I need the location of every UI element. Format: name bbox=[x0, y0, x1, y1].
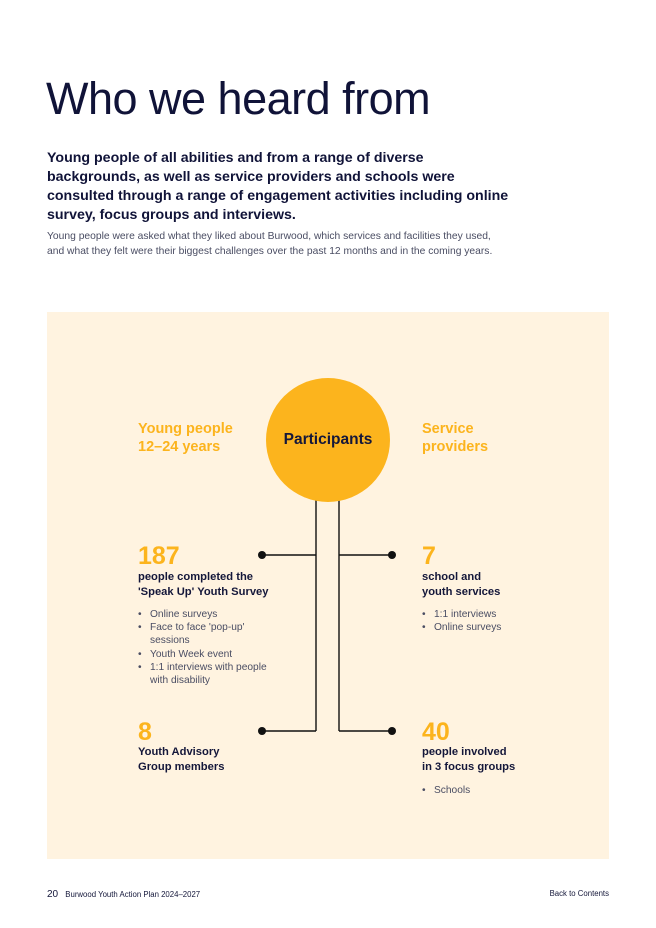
young-people-heading bbox=[138, 420, 233, 456]
dot-focus bbox=[388, 727, 396, 735]
focus-description bbox=[422, 745, 515, 774]
footer-left bbox=[47, 889, 200, 900]
list-item: • Face to face 'pop-up' sessions bbox=[138, 621, 268, 647]
dot-schools bbox=[388, 551, 396, 559]
survey-count: 187 bbox=[138, 542, 180, 570]
back-to-contents-link[interactable]: Back to Contents bbox=[549, 889, 609, 898]
list-item: • Schools bbox=[422, 784, 572, 797]
young-people-heading-line1: Young people bbox=[138, 421, 233, 437]
focus-bullets bbox=[422, 784, 572, 797]
list-item: • Youth Week event bbox=[138, 648, 268, 661]
focus-count: 40 bbox=[422, 718, 450, 746]
list-item: • Online surveys bbox=[422, 621, 572, 634]
dot-advisory bbox=[258, 727, 266, 735]
list-item: • 1:1 interviews bbox=[422, 608, 572, 621]
survey-description bbox=[138, 570, 269, 599]
dot-survey bbox=[258, 551, 266, 559]
page-title: Who we heard from bbox=[46, 73, 431, 124]
advisory-desc-line1: Youth Advisory bbox=[138, 746, 220, 758]
advisory-desc-line2: Group members bbox=[138, 760, 225, 773]
lead-paragraph: Young people of all abilities and from a range of diverse backgrounds, as well as service providers and schools were consulted through a range of engagement activities including online survey, focus groups and interviews. bbox=[47, 150, 509, 223]
focus-desc-line2: in 3 focus groups bbox=[422, 760, 516, 773]
survey-desc-line1: people completed the bbox=[138, 571, 253, 583]
page-number: 20 bbox=[47, 889, 59, 900]
young-people-heading-line2: 12–24 years bbox=[138, 439, 221, 455]
focus-desc-line1: people involved bbox=[422, 746, 507, 758]
service-providers-heading bbox=[422, 420, 488, 456]
survey-bullets bbox=[138, 608, 268, 687]
list-item: • 1:1 interviews with people with disability bbox=[138, 661, 268, 687]
service-providers-heading-line2: providers bbox=[422, 439, 489, 455]
participants-circle bbox=[266, 378, 390, 502]
schools-desc-line2: youth services bbox=[422, 585, 501, 598]
participants-label: Participants bbox=[283, 431, 373, 448]
document-title: Burwood Youth Action Plan 2024–2027 bbox=[65, 890, 201, 899]
schools-bullets bbox=[422, 608, 572, 634]
service-providers-heading-line1: Service bbox=[422, 421, 474, 437]
advisory-count: 8 bbox=[138, 718, 152, 746]
advisory-description bbox=[138, 745, 224, 774]
body-paragraph: Young people were asked what they liked about Burwood, which services and facilities they used, and what they felt were their biggest challenges over the past 12 months and in the coming years. bbox=[47, 231, 493, 257]
schools-description bbox=[422, 570, 500, 599]
schools-desc-line1: school and bbox=[422, 571, 482, 583]
schools-count: 7 bbox=[422, 542, 436, 570]
survey-desc-line2: 'Speak Up' Youth Survey bbox=[138, 585, 269, 598]
list-item: • Online surveys bbox=[138, 608, 268, 621]
